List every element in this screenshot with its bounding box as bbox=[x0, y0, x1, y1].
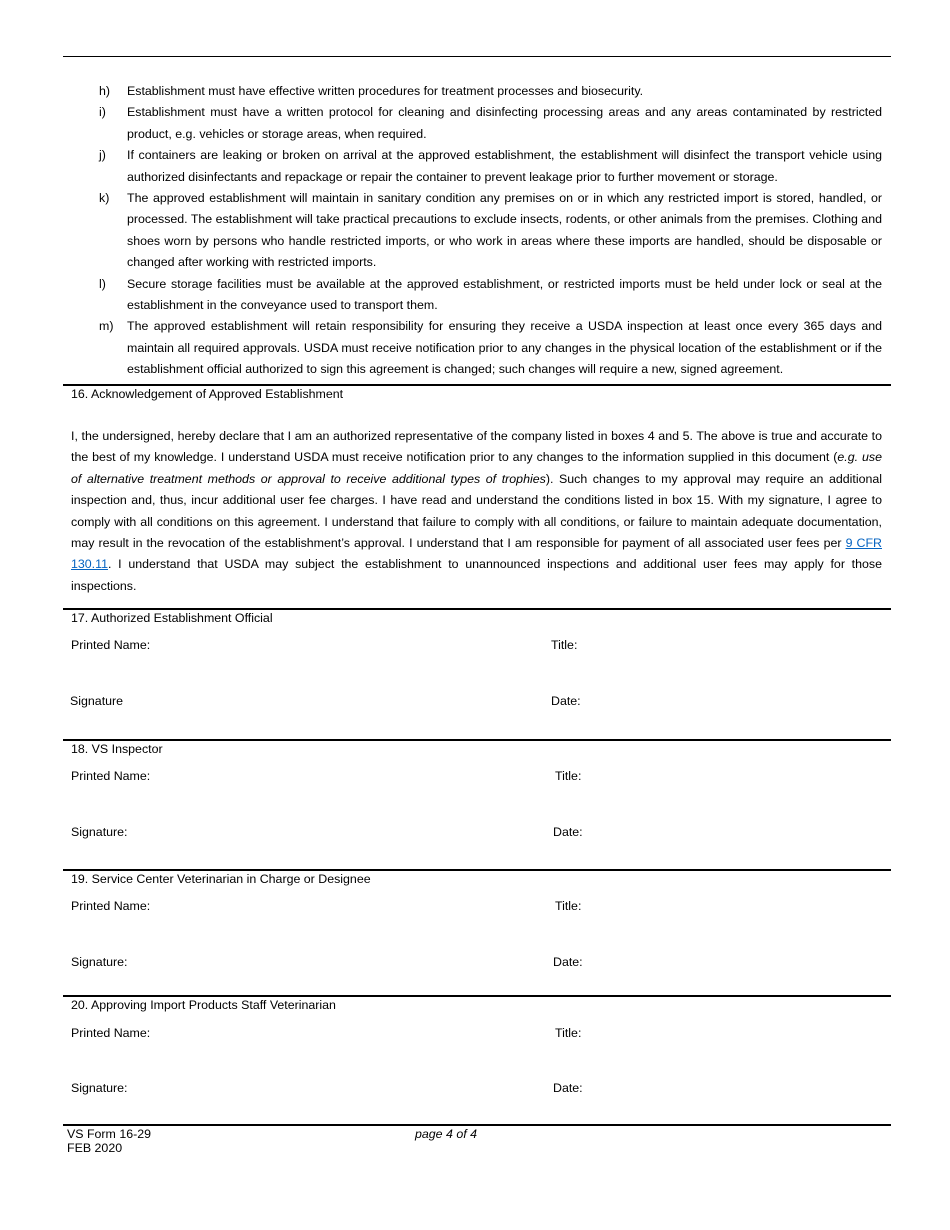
printed-name-label: Printed Name: bbox=[71, 769, 151, 783]
condition-letter: m) bbox=[99, 319, 114, 334]
condition-text: If containers are leaking or broken on arrival at the approved establishment, the establishment will disinfect the transport vehicle using authorized disinfectants and repackage or repair the container to prevent leakage prior to further movement or storage. bbox=[127, 148, 882, 184]
ack-text-1: I, the undersigned, hereby declare that I am an authorized representative of the company listed in boxes 4 and 5. The above is true and accurate to the best of my knowledge. I understand USDA must receive notification prior to any changes to the information supplied in this document ( bbox=[71, 429, 882, 465]
section-title: 17. Authorized Establishment Official bbox=[71, 611, 273, 625]
signature-label: Signature: bbox=[71, 1081, 128, 1095]
section-title: 20. Approving Import Products Staff Veterinarian bbox=[71, 998, 336, 1012]
printed-name-label: Printed Name: bbox=[71, 899, 151, 913]
condition-text: Secure storage facilities must be available at the approved establishment, or restricted imports must be held under lock or seal at the establishment in the conveyance used to transport them. bbox=[127, 276, 882, 313]
signature-label: Signature bbox=[70, 694, 124, 708]
footer-form-date: FEB 2020 bbox=[67, 1141, 123, 1155]
acknowledgement-paragraph bbox=[71, 426, 882, 597]
condition-text: Establishment must have a written protocol for cleaning and disinfecting processing areas and any areas contaminated by restricted product, e.g. vehicles or storage areas, when required. bbox=[127, 105, 882, 141]
title-label: Title: bbox=[555, 1026, 582, 1040]
signature-label: Signature: bbox=[71, 825, 128, 839]
condition-item bbox=[99, 274, 882, 317]
date-label: Date: bbox=[551, 694, 581, 708]
footer-form-number: VS Form 16-29 bbox=[67, 1127, 152, 1141]
condition-item bbox=[99, 145, 882, 188]
condition-item bbox=[99, 102, 882, 145]
title-label: Title: bbox=[555, 769, 582, 783]
date-label: Date: bbox=[553, 1081, 583, 1095]
condition-letter: h) bbox=[99, 84, 111, 98]
condition-letter: i) bbox=[99, 105, 106, 120]
condition-letter: l) bbox=[99, 276, 106, 291]
printed-name-label: Printed Name: bbox=[71, 1026, 151, 1040]
section-title: 19. Service Center Veterinarian in Charge or Designee bbox=[71, 872, 371, 886]
condition-letter: j) bbox=[99, 148, 106, 163]
signature-label: Signature: bbox=[71, 955, 128, 969]
cfr-link[interactable]: 9 CFR 130.11 bbox=[71, 536, 882, 572]
footer-page-number: page 4 of 4 bbox=[415, 1127, 478, 1141]
date-label: Date: bbox=[553, 825, 583, 839]
condition-item bbox=[99, 81, 882, 102]
condition-text: Establishment must have effective written procedures for treatment processes and biosecurity. bbox=[127, 84, 644, 98]
ack-text-2: ). Such changes to my approval may require an additional inspection and, thus, incur additional user fee charges. I have read and understand the conditions listed in box 15. With my signature, I agree to comply with all conditions on this agreement. I understand that failure to comply with all conditions, or failure to maintain adequate documentation, may result in the revocation of the establishment’s approval. I understand that I am responsible for payment of all associated user fees per bbox=[71, 471, 883, 551]
title-label: Title: bbox=[551, 638, 578, 652]
conditions-list bbox=[99, 81, 882, 381]
condition-text: The approved establishment will retain responsibility for ensuring they receive a USDA inspection at least once every 365 days and maintain all required approvals. USDA must receive notification prior to any changes in the physical location of the establishment or if the establishment official authorized to sign this agreement is changed; such changes will require a new, signed agreement. bbox=[127, 319, 882, 377]
condition-item bbox=[99, 316, 882, 380]
title-label: Title: bbox=[555, 899, 582, 913]
footer-rule bbox=[63, 1124, 891, 1126]
ack-text-italic: e.g. use of alternative treatment methods or approval to receive additional types of trophies bbox=[71, 450, 882, 486]
top-rule bbox=[63, 56, 891, 57]
section-18-rule bbox=[63, 739, 891, 741]
condition-text: The approved establishment will maintain in sanitary condition any premises on or in which any restricted import is stored, handled, or processed. The establishment will take practical precautions to exclude insects, rodents, or other animals from the premises. Clothing and shoes worn by persons who handle restricted imports, or who work in areas where these imports are handled, should be disposable or changed after working with restricted imports. bbox=[127, 191, 882, 270]
date-label: Date: bbox=[553, 955, 583, 969]
ack-text-3: . I understand that USDA may subject the establishment to unannounced inspections and additional user fees may apply for those inspections. bbox=[71, 557, 882, 593]
section-title: 18. VS Inspector bbox=[71, 742, 163, 756]
acknowledgement-title: 16. Acknowledgement of Approved Establishment bbox=[71, 387, 344, 401]
condition-letter: k) bbox=[99, 191, 110, 206]
condition-item bbox=[99, 188, 882, 274]
printed-name-label: Printed Name: bbox=[71, 638, 151, 652]
